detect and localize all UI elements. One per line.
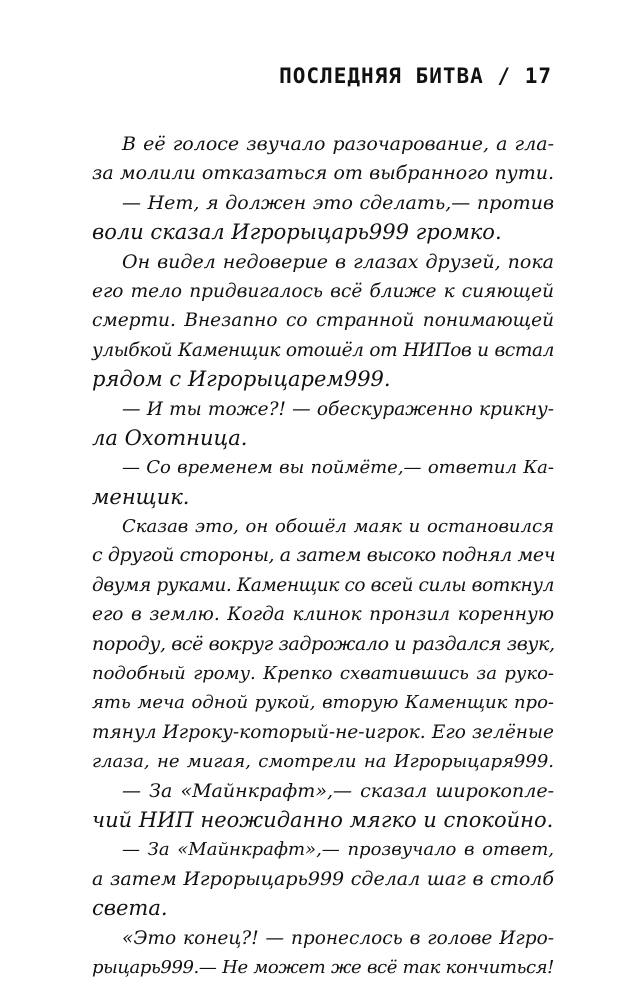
running-head: ПОСЛЕДНЯЯ БИТВА / 17 [279,64,552,88]
text-line: ять меча одной рукой, вторую Каменщик про- [92,692,554,714]
text-line: — Со временем вы поймёте,— ответил Ка- [122,457,554,479]
text-line: — За «Майнкрафт»,— сказал широкопле- [122,779,554,802]
text-line: глаза, не мигая, смотрели на Игрорыцаря999. [92,751,554,773]
text-line: В её голосе звучало разочарование, а гла- [122,133,554,155]
text-line: смерти. Внезапно со странной понимающей [92,310,554,332]
text-line: менщик. [92,484,190,509]
text-line: чий НИП неожиданно мягко и спокойно. [92,807,554,832]
text-line: двумя руками. Каменщик со всей силы воткнул [92,574,554,596]
text-line: ла Охотница. [92,425,248,450]
text-line: породу, всё вокруг задрожало и раздался звук, [92,632,555,655]
text-line: тянул Игроку-который-не-игрок. Его зелёные [92,721,554,743]
text-line: а затем Игрорыцарь999 сделал шаг в столб [92,867,554,890]
text-line: — За «Майнкрафт»,— прозвучало в ответ, [122,839,554,861]
text-line: «Это конец?! — пронеслось в голове Игро- [122,927,554,949]
body-text [92,130,554,982]
text-line: Он видел недоверие в глазах друзей, пока [122,250,554,273]
text-line: воли сказал Игрорыцарь999 громко. [92,220,502,245]
text-line: за молили отказаться от выбранного пути. [92,162,554,185]
text-line: света. [92,896,168,921]
text-line: его тело придвигалось всё ближе к сияющей [92,280,554,302]
text-line: рядом с Игрорыцарем999. [92,367,391,392]
text-line: с другой стороны, а затем высоко поднял меч [92,544,556,567]
text-line: рыцарь999.— Не может же всё так кончиться! [92,956,554,978]
text-line: его в землю. Когда клинок пронзил коренную [92,604,554,626]
text-line: Сказав это, он обошёл маяк и остановился [122,516,554,538]
text-line: улыбкой Каменщик отошёл от НИПов и встал [92,339,554,361]
text-line: — Нет, я должен это сделать,— против [122,191,554,214]
text-line: — И ты тоже?! — обескураженно крикну- [122,398,554,420]
text-line: подобный грому. Крепко схватившись за руко- [92,663,554,685]
